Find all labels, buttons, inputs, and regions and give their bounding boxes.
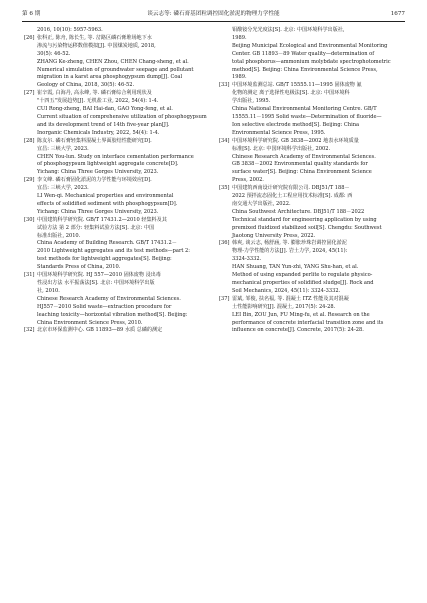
- reference-line: CUI Rong-zheng, BAI Hai-dan, GAO Yong-feng, et al.: [37, 106, 173, 113]
- reference-line: Center. GB 11893－89 Water quality—determination of: [232, 50, 375, 57]
- reference-line: 2016, 10(10): 5957-5963.: [37, 27, 103, 33]
- reference-line: HJ557－2010 Solid waste—extraction procedure for: [37, 303, 172, 310]
- reference-line: Environmental Science Press, 1995.: [232, 129, 326, 136]
- reference-line: 李文峰. 磷石膏固化淤泥的力学性能与环境效应[D].: [37, 177, 152, 184]
- reference-line: 化物的测定 离子选择性电极法[S]. 北京: 中国环境科: [232, 90, 350, 97]
- reference-entry: [24, 327, 209, 335]
- reference-line: LEI Bin, ZOU Jun, FU Ming-fu, et al. Research on the: [232, 311, 370, 318]
- reference-line: 3324-3332.: [232, 256, 262, 263]
- reference-line: 土性能影响研究[J]. 混凝土, 2017(5): 24-28.: [232, 303, 336, 310]
- reference-line: 标准出版社, 2010.: [37, 232, 81, 239]
- reference-number: [27]: [24, 90, 35, 97]
- reference-line: of phosphogypsum lightweight aggregate concrete[D].: [37, 161, 179, 168]
- reference-line: Standards Press of China, 2010.: [37, 264, 121, 271]
- reference-line: China National Environmental Monitoring Centre. GB/T: [232, 106, 377, 113]
- reference-line: Inorganic Chemicals Industry, 2022, 54(4): 1-4.: [37, 129, 160, 136]
- reference-entry: [24, 27, 209, 35]
- reference-line: Press, 2002.: [232, 177, 264, 184]
- reference-entry: [24, 272, 209, 327]
- reference-number: [33]: [219, 82, 230, 89]
- reference-line: Geology of China, 2018, 30(5): 46-52.: [37, 82, 135, 89]
- running-header: [22, 8, 405, 20]
- reference-line: Soil Mechanics, 2024, 45(11): 3324-3332.: [232, 287, 341, 294]
- reference-line: method[S]. Beijing: China Environmental Science Press,: [232, 66, 378, 73]
- reference-number: [35]: [219, 185, 230, 192]
- reference-line: test methods for lightweight aggregates[S]. Beijing:: [37, 256, 172, 263]
- reference-entry: [24, 90, 209, 137]
- reference-line: Numerical simulation of groundwater seepage and pollutant: [37, 66, 194, 73]
- right-reference-column: [219, 27, 404, 335]
- reference-number: [37]: [219, 295, 230, 302]
- reference-line: 北京市环保监测中心. GB 11893—89 水质 总磷的测定: [37, 327, 163, 334]
- reference-entry: [219, 240, 404, 295]
- reference-line: Jiaotong University Press, 2022.: [232, 232, 316, 239]
- page-number: 1677: [390, 11, 405, 17]
- reference-entry: [219, 82, 404, 137]
- reference-line: 学出版社, 1995.: [232, 98, 271, 105]
- reference-line: Method of using expanded perlite to regulate physico-: [232, 272, 373, 279]
- reference-line: 宜昌: 三峡大学, 2023.: [37, 185, 89, 192]
- reference-number: [32]: [24, 327, 35, 334]
- reference-entry: [219, 138, 404, 185]
- reference-line: 中国环境科学研究院. HJ 557—2010 固体废物 浸出毒: [37, 272, 161, 279]
- reference-line: 1989.: [232, 74, 247, 81]
- reference-line: 15555.11－1995 Solid waste—Determination of fluoride—: [232, 113, 382, 120]
- header-rule: [22, 21, 405, 22]
- reference-line: 崔辛霞, 白海丹, 高永峰, 等. 磷石膏综合利用现状及: [37, 90, 152, 97]
- reference-line: China Southwest Architecture. DBJ51/T 188－2022: [232, 208, 365, 215]
- reference-entry: [24, 177, 209, 217]
- reference-line: 张科正, 陈舟, 陈长生, 等. 岔路区磷石膏堆场地下水: [37, 34, 152, 41]
- reference-line: effects of solidified sediment with phosphogypsum[D].: [37, 200, 178, 207]
- reference-line: mechanical properties of solidified sludge[J]. Rock and: [232, 280, 374, 286]
- reference-line: 中国建筑科学研究院. GB/T 17431.2—2010 轻集料及其: [37, 216, 167, 223]
- reference-line: 韩爽, 谈云志, 杨舒涵, 等. 膨胀珍珠岩调控固化淤泥: [232, 240, 347, 247]
- reference-line: performance of concrete interfacial transition zone and its: [232, 319, 384, 326]
- reference-line: surface water[S]. Beijing: China Environment Science: [232, 169, 372, 176]
- reference-number: [28]: [24, 137, 35, 144]
- reference-entry: [219, 27, 404, 82]
- reference-line: 30(5): 46-52.: [37, 50, 71, 57]
- reference-line: total phosphorus—ammonium molybdate spectrophotometric: [232, 58, 391, 65]
- reference-line: Chinese Research Academy of Environmental Sciences.: [37, 295, 181, 302]
- reference-line: 雷斌, 邹俊, 扶名福, 等. 混凝土 ITZ 性能及其对混凝: [232, 295, 349, 302]
- reference-line: China Environment Science Press, 2010.: [37, 319, 143, 326]
- reference-line: 2022 预拌流态固化土工程应用技术标准[S]. 成都: 西: [232, 193, 353, 200]
- reference-line: 南交通大学出版社, 2022.: [232, 200, 291, 207]
- reference-line: influence on concrete[J]. Concrete, 2017(5): 24-28.: [232, 327, 364, 334]
- reference-line: Ion selective electrode method[S]. Beijing: China: [232, 121, 360, 128]
- running-title: 谈云志等: 磷石膏基团粒调控固化淤泥的物理力学性能: [147, 11, 280, 17]
- reference-line: premixed fluidized stabilized soil[S]. Chengdu: Southwest: [232, 224, 382, 231]
- reference-entry: [219, 296, 404, 336]
- reference-line: 陈友尔. 磷石膏轻集料混凝土界面胶结性能研究[D].: [37, 137, 152, 144]
- reference-line: 中国环境监测总站. GB/T 15555.11—1995 固体废物 氟: [232, 82, 362, 89]
- reference-line: Current situation of comprehensive utilization of phosphogypsum: [37, 113, 207, 120]
- reference-number: [30]: [24, 216, 35, 223]
- reference-line: LI Wen-qi. Mechanical properties and environmental: [37, 193, 174, 200]
- reference-line: and its development trend of 14th five-year plan[J].: [37, 121, 170, 128]
- reference-line: Beijing Municipal Ecological and Environmental Monitoring: [232, 42, 388, 49]
- reference-line: migration in a karst area phosphogypsum dump[J]. Coal: [37, 74, 183, 81]
- reference-entry: [24, 35, 209, 90]
- reference-line: China Academy of Building Research. GB/T 17431.2－: [37, 240, 177, 247]
- reference-line: 中国环境科学研究院. GB 3838—2002 地表水环境质量: [232, 137, 359, 144]
- reference-line: 宜昌: 三峡大学, 2023.: [37, 145, 89, 152]
- reference-number: [36]: [219, 240, 230, 247]
- reference-line: 性浸出方法 水平振荡法[S]. 北京: 中国环境科学出版: [37, 280, 155, 286]
- left-reference-column: [24, 27, 209, 335]
- reference-line: Yichang: China Three Gorges University, 2023.: [37, 169, 159, 176]
- reference-number: [29]: [24, 177, 35, 184]
- reference-line: 物理-力学性能的方法[J]. 岩土力学, 2024, 45(11):: [232, 248, 348, 255]
- reference-line: 标准[S]. 北京: 中国环境科学出版社, 2002.: [232, 145, 331, 152]
- reference-line: Chinese Research Academy of Environmental Sciences.: [232, 153, 376, 160]
- reference-line: 1989.: [232, 34, 247, 41]
- reference-line: leaching toxicity—horizontal vibration method[S]. Beijing:: [37, 311, 188, 318]
- reference-number: [34]: [219, 137, 230, 144]
- reference-entry: [219, 185, 404, 240]
- issue-number: 第 6 期: [22, 11, 41, 17]
- reference-line: GB 3838－2002 Environmental quality standards for: [232, 161, 368, 168]
- reference-line: 试验方法 第 2 部分: 轻集料试验方法[S]. 北京: 中国: [37, 224, 155, 231]
- reference-line: 中国建筑西南设计研究院有限公司. DBJ51/T 188－: [232, 185, 350, 192]
- reference-line: Technical standard for engineering application by using: [232, 216, 377, 223]
- reference-number: [31]: [24, 272, 35, 279]
- reference-line: HAN Shuang, TAN Yun-zhi, YANG Shu-han, et al.: [232, 264, 359, 271]
- reference-line: CHEN You-lun. Study on interface cementation performance: [37, 153, 194, 160]
- reference-line: 2010 Lightweight aggregates and its test methods—part 2:: [37, 248, 191, 255]
- reference-entry: [24, 138, 209, 178]
- reference-line: 钼酸铵分光光度法[S]. 北京: 中国环境科学出版社,: [232, 27, 345, 33]
- reference-line: ZHANG Ke-zheng, CHEN Zhou, CHEN Chang-sheng, et al.: [37, 58, 189, 65]
- reference-line: "十四五"发展趋势[J]. 无机盐工业, 2022, 54(4): 1-4.: [37, 98, 159, 105]
- reference-line: Yichang: China Three Gorges University, 2023.: [37, 208, 159, 215]
- reference-line: 渗流与污染物运移数值模拟[J]. 中国煤炭地质, 2018,: [37, 42, 156, 49]
- reference-number: [26]: [24, 34, 35, 41]
- reference-line: 社, 2010.: [37, 287, 60, 294]
- reference-entry: [24, 217, 209, 272]
